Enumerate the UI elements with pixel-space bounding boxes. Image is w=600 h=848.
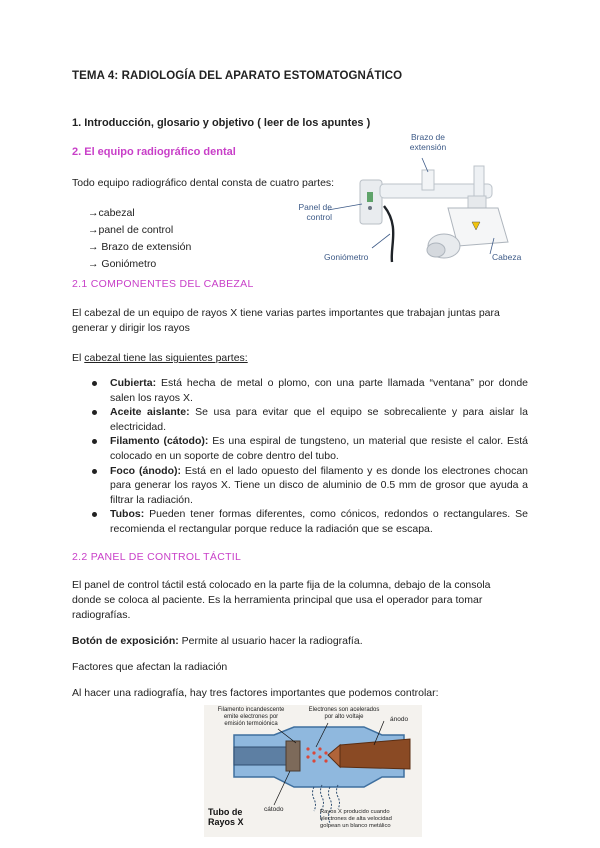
list-item: → Brazo de extensión <box>88 241 192 253</box>
section-1-heading: 1. Introducción, glosario y objetivo ( leer de los apuntes ) <box>72 117 371 129</box>
factors-heading: Factores que afectan la radiación <box>72 661 228 673</box>
label-cabeza: Cabeza <box>492 252 522 262</box>
intro-line: Todo equipo radiográfico dental consta de cuatro partes: <box>72 177 335 189</box>
bullet-term: Foco (ánodo): <box>110 464 181 477</box>
label-tubo: Tubo de Rayos X <box>208 807 244 827</box>
label-catodo: cátodo <box>264 806 284 813</box>
parts-intro <box>72 351 248 366</box>
section-2-heading: 2. El equipo radiográfico dental <box>72 146 236 158</box>
paragraph-2-2-line-3: radiografías. <box>72 609 131 621</box>
paragraph-2-2-line-2: donde se coloca al paciente. Es la herramienta principal que usa el operador para tomar <box>72 594 483 606</box>
label-goniometro: Goniómetro <box>324 252 369 262</box>
list-item: → Goniómetro <box>88 258 157 270</box>
parts-list <box>88 205 191 273</box>
list-item: →cabezal <box>88 207 135 219</box>
bullet-text: Es una espiral de tungsteno, un material que resiste el calor. Está colocado en un soporte de cobre dentro del tubo. <box>110 435 528 462</box>
bullet-text: Pueden tener formas diferentes, como cónicos, redondos o rectangulares. Se recomienda el rectangular porque reduce la radiación que se escapa. <box>110 508 528 535</box>
exposure-button-text: Permite al usuario hacer la radiografía. <box>178 635 363 647</box>
subsection-2-2-heading: 2.2 PANEL DE CONTROL TÁCTIL <box>72 551 242 563</box>
bullet-term: Filamento (cátodo): <box>110 435 209 448</box>
label-rayos: Rayos X producido cuando electrones de alta velocidad golpean un blanco metálico <box>320 809 392 829</box>
list-item: →panel de control <box>88 224 174 236</box>
bullet-text: Está hecha de metal o plomo, con una parte llamada “ventana” por donde salen los rayos X. <box>110 377 528 404</box>
subsection-2-1-heading: 2.1 COMPONENTES DEL CABEZAL <box>72 278 254 290</box>
equipment-figure <box>272 126 534 266</box>
bullet-term: Cubierta: <box>110 377 157 389</box>
doc-title: TEMA 4: RADIOLOGÍA DEL APARATO ESTOMATOGNÁTICO <box>72 70 403 82</box>
parts-intro-prefix: El <box>72 352 85 364</box>
cabezal-parts-list <box>90 376 528 537</box>
label-anodo: ánodo <box>390 716 409 723</box>
label-panel: Panel de control <box>298 202 332 222</box>
bullet-text: Está en el lado opuesto del filamento y es donde los electrones chocan para generar los rayos X. Tiene un disco de aluminio de 0.5 mm de grosor que ayuda a filtrar la radiación. <box>110 464 528 506</box>
bullet-term: Aceite aislante: <box>110 406 190 419</box>
list-item <box>90 376 528 405</box>
label-electrones: Electrones son acelerados por alto voltaje <box>308 707 380 720</box>
list-item <box>90 434 528 463</box>
exposure-button-term: Botón de exposición: <box>72 635 179 647</box>
parts-intro-underlined: cabezal tiene las siguientes partes: <box>84 352 248 364</box>
paragraph-2-1-line-2: generar y dirigir los rayos <box>72 322 190 334</box>
exposure-button-line <box>72 634 363 649</box>
label-brazo: Brazo de extensión <box>409 132 447 152</box>
list-item <box>90 464 528 508</box>
paragraph-2-1-line-1: El cabezal de un equipo de rayos X tiene varias partes importantes que trabajan juntas para <box>72 307 500 319</box>
bullet-term: Tubos: <box>110 508 145 521</box>
list-item <box>90 405 528 434</box>
bullet-text: Se usa para evitar que el equipo se sobrecaliente y para aislar la electricidad. <box>110 406 528 433</box>
factors-intro: Al hacer una radiografía, hay tres factores importantes que podemos controlar: <box>72 687 439 699</box>
list-item <box>90 507 528 536</box>
xray-tube-figure <box>204 705 422 837</box>
paragraph-2-2-line-1: El panel de control táctil está colocado en la parte fija de la columna, debajo de la consola <box>72 579 491 591</box>
label-filamento: Filamento incandescente emite electrones por emisión termoiónica <box>217 707 285 727</box>
